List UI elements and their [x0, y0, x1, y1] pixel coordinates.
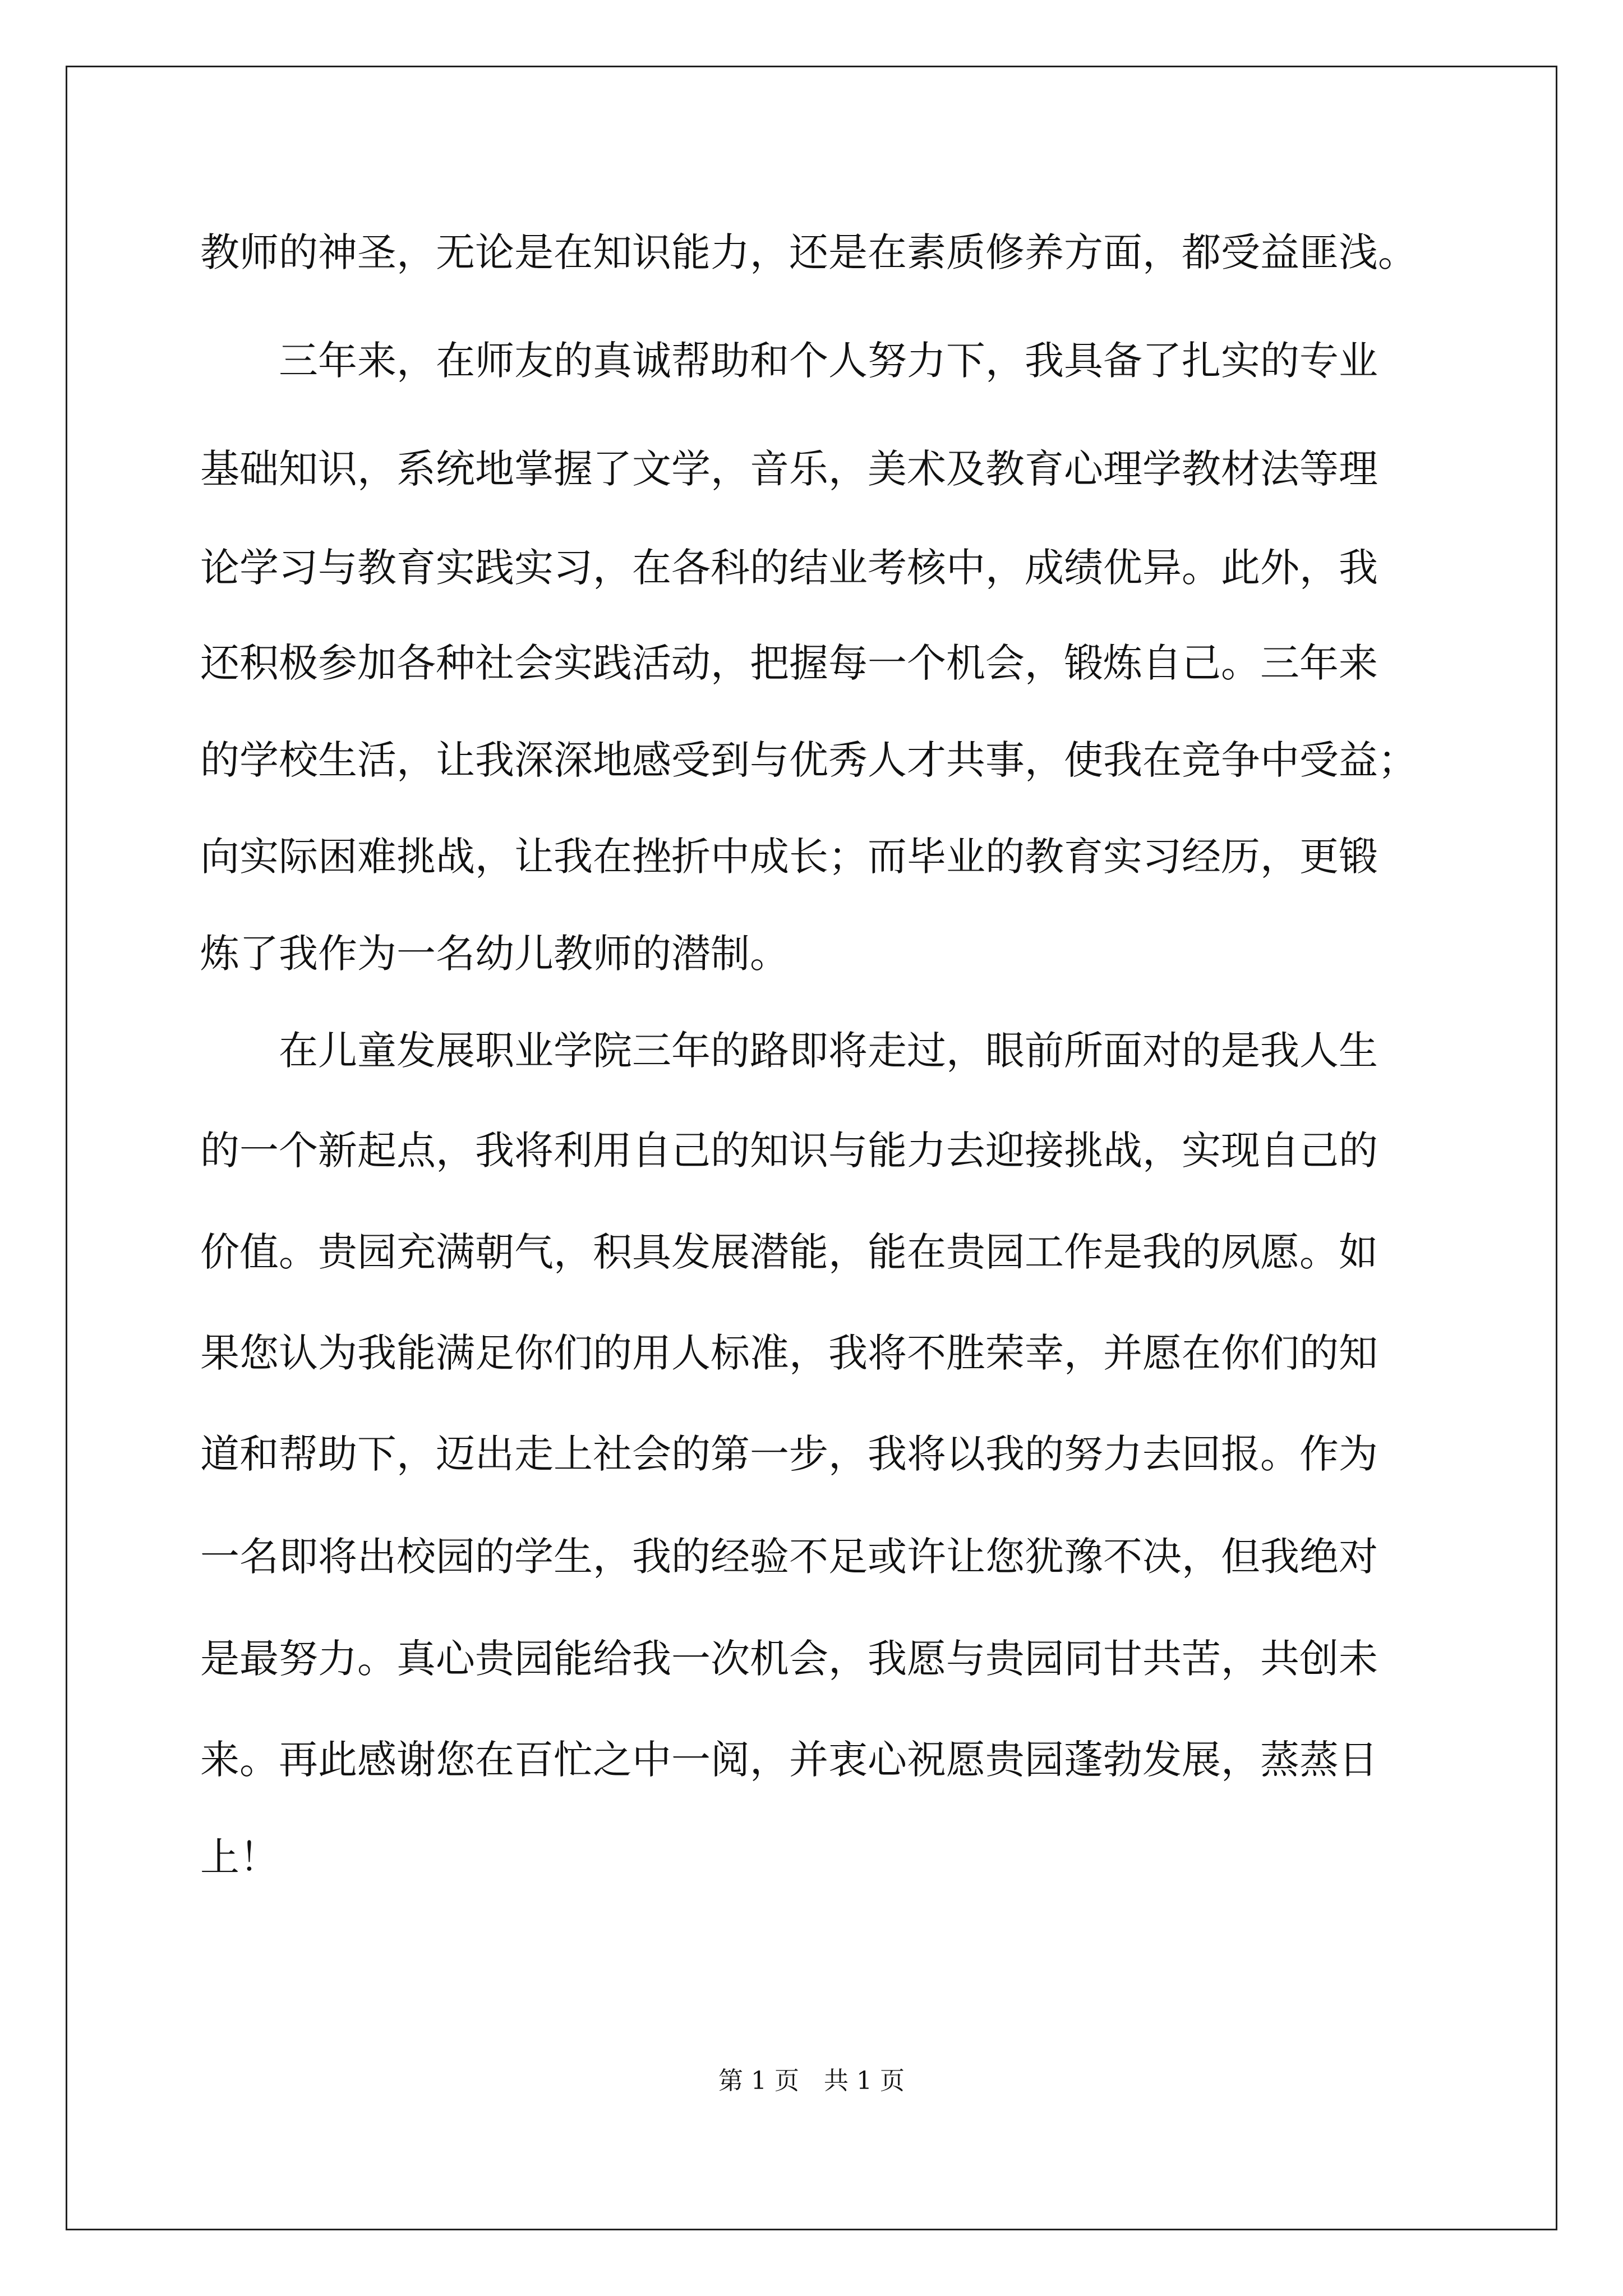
- text-line: 基础知识，系统地掌握了文学，音乐，美术及教育心理学教材法等理: [200, 446, 1378, 492]
- text-line: 教师的神圣，无论是在知识能力，还是在素质修养方面，都受益匪浅。: [200, 229, 1417, 275]
- text-line: 的一个新起点，我将利用自己的知识与能力去迎接挑战，实现自己的: [200, 1128, 1378, 1174]
- text-line: 是最努力。真心贵园能给我一次机会，我愿与贵园同甘共苦，共创未: [200, 1636, 1378, 1682]
- text-line: 论学习与教育实践实习，在各科的结业考核中，成绩优异。此外，我: [200, 545, 1378, 591]
- text-line: 向实际困难挑战，让我在挫折中成长；而毕业的教育实习经历，更锻: [200, 834, 1378, 880]
- page-number-footer: 第 1 页 共 1 页: [718, 2067, 905, 2095]
- text-line: 炼了我作为一名幼儿教师的潜制。: [200, 931, 789, 977]
- text-line: 价值。贵园充满朝气，积具发展潜能，能在贵园工作是我的夙愿。如: [200, 1229, 1378, 1275]
- text-line: 三年来，在师友的真诚帮助和个人努力下，我具备了扎实的专业: [200, 338, 1378, 384]
- text-line: 来。再此感谢您在百忙之中一阅，并衷心祝愿贵园蓬勃发展，蒸蒸日: [200, 1737, 1378, 1783]
- text-line: 的学校生活，让我深深地感受到与优秀人才共事，使我在竞争中受益；: [200, 737, 1417, 783]
- text-line: 道和帮助下，迈出走上社会的第一步，我将以我的努力去回报。作为: [200, 1431, 1378, 1477]
- text-line: 一名即将出校园的学生，我的经验不足或许让您犹豫不决，但我绝对: [200, 1534, 1378, 1580]
- text-line: 上！: [200, 1834, 279, 1880]
- text-line: 还积极参加各种社会实践活动，把握每一个机会，锻炼自己。三年来: [200, 640, 1378, 686]
- text-line: 果您认为我能满足你们的用人标准，我将不胜荣幸，并愿在你们的知: [200, 1330, 1378, 1376]
- text-line: 在儿童发展职业学院三年的路即将走过，眼前所面对的是我人生: [200, 1028, 1378, 1074]
